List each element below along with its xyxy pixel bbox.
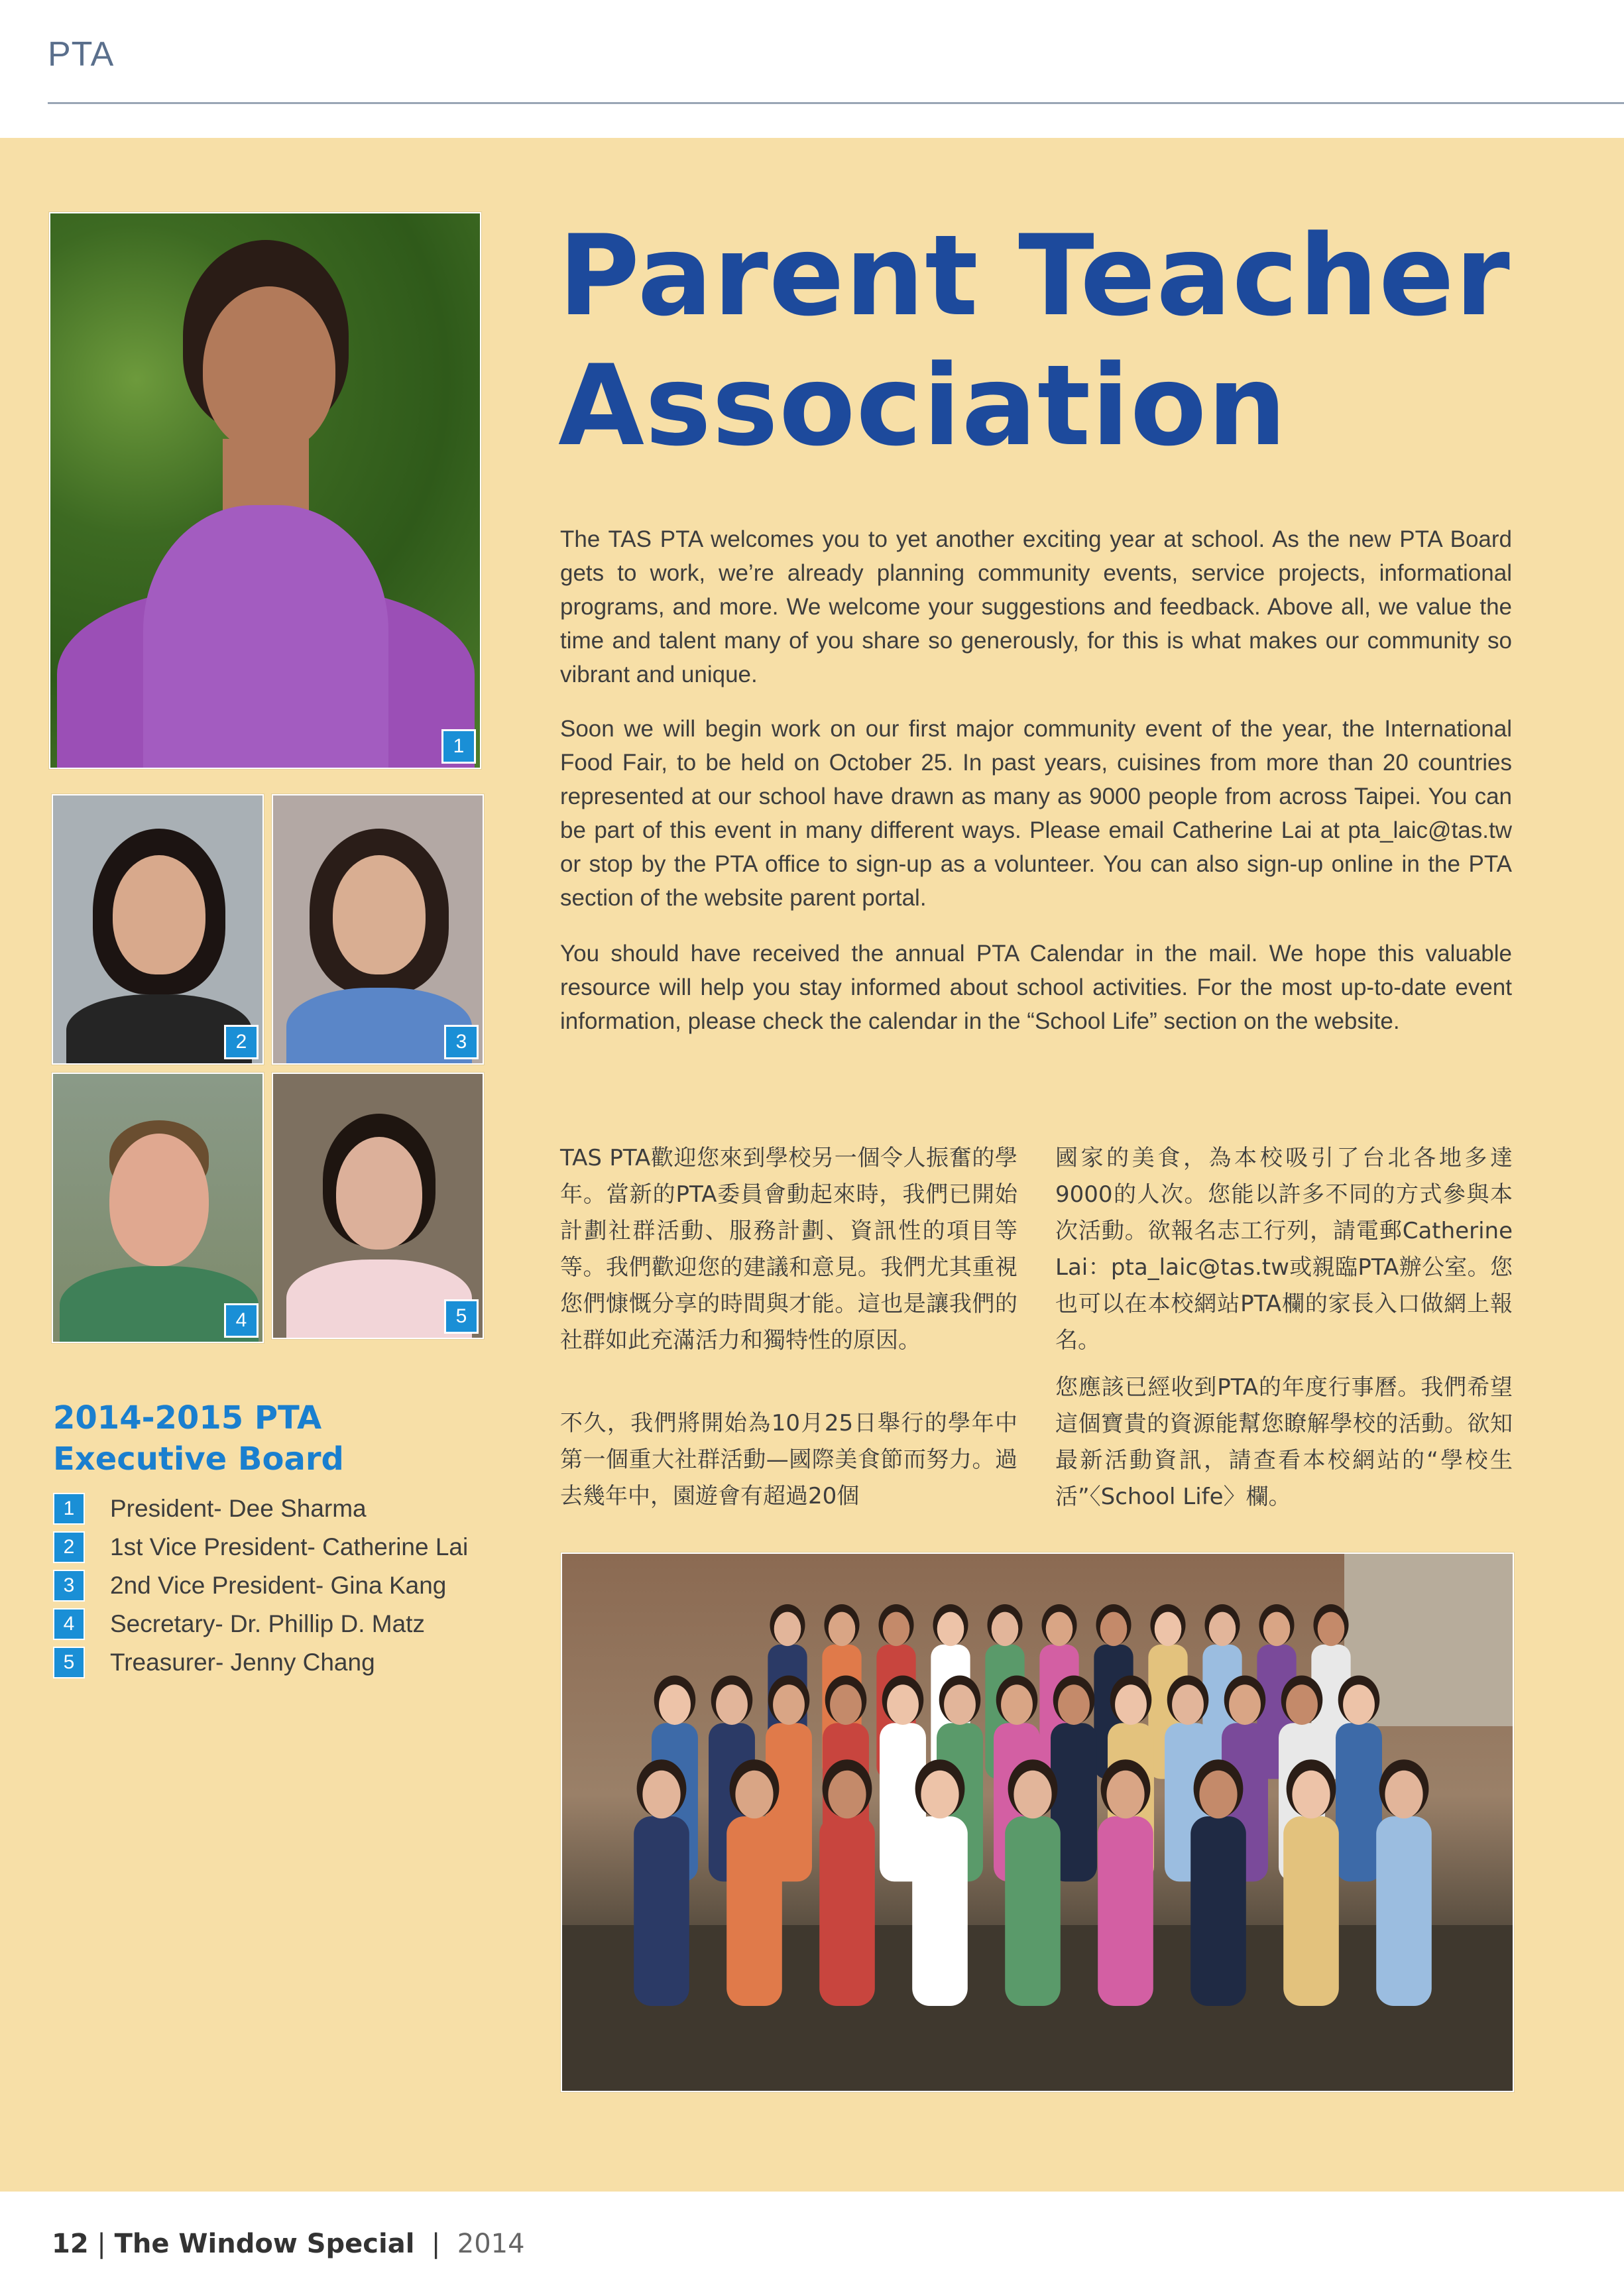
board-member [53,1566,468,1605]
photo-number-badge: 5 [444,1299,479,1334]
board-member [53,1605,468,1643]
board-number-badge: 1 [53,1493,85,1525]
group-photo-illustration [562,1554,1513,2091]
board-member-label: 1st Vice President- Catherine Lai [110,1533,469,1560]
section-label: PTA [48,35,115,74]
board-member [53,1528,468,1566]
portrait-photo-2 [52,794,264,1065]
publication-year: 2014 [457,2229,525,2259]
group-photo [561,1553,1514,2092]
portrait-photo-4 [52,1073,264,1343]
board-title: 2014-2015 PTA Executive Board [53,1399,344,1478]
chinese-paragraph-right-1: 國家的美食，為本校吸引了台北各地多達9000的人次。您能以許多不同的方式參與本次活動。欲報名志工行列，請電郵Catherine Lai：pta_laic@tas.tw或親臨PTA辦公室。您也可以在本校網站PTA欄的家長入口做網上報名。 [1055,1145,1513,1354]
board-member [53,1490,468,1528]
board-member-label: Treasurer- Jenny Chang [110,1649,375,1676]
portrait-photo-5 [272,1073,484,1339]
board-member [53,1643,468,1682]
footer-divider: | [423,2229,449,2259]
footer-divider: | [97,2229,115,2259]
photo-number-badge: 4 [224,1303,259,1338]
page-title [558,211,1552,471]
board-number-badge: 2 [53,1531,85,1563]
publication-name: The Window Special [114,2229,415,2259]
page-number: 12 [52,2229,89,2259]
portrait-photo-3 [272,794,484,1065]
board-member-label: Secretary- Dr. Phillip D. Matz [110,1610,425,1637]
chinese-paragraph-right-2: 您應該已經收到PTA的年度行事曆。我們希望這個寶貴的資源能幫您瞭解學校的活動。欲知最新活動資訊，請查看本校網站的“學校生活”〈School Life〉欄。 [1055,1374,1513,1510]
photo-number-badge: 2 [224,1025,259,1059]
board-number-badge: 3 [53,1570,85,1602]
board-number-badge: 4 [53,1608,85,1640]
photo-number-badge: 1 [441,729,476,764]
page-footer [52,2229,525,2259]
chinese-paragraph-left-1: TAS PTA歡迎您來到學校另一個令人振奮的學年。當新的PTA委員會動起來時，我們已開始計劃社群活動、服務計劃、資訊性的項目等等。我們歡迎您的建議和意見。我們尤其重視您們慷慨分享的時間與才能。這也是讓我們的社群如此充滿活力和獨特性的原因。 [560,1145,1017,1354]
intro-paragraph-2: Soon we will begin work on our first major community event of the year, the International Food Fair, to be held on October 25. In past years, cuisines from more than 20 countries represented at our school have drawn as many as 9000 people from across Taipei. You can be part of this event in many different ways. Please email Catherine Lai at pta_laic@tas.tw or stop by the PTA office to sign-up as a volunteer. You can also sign-up online in the PTA section of the website parent portal. [560,716,1512,911]
board-number-badge: 5 [53,1647,85,1678]
photo-number-badge: 3 [444,1025,479,1059]
top-rule [48,102,1624,104]
title-line-1: Parent Teacher [558,211,1511,341]
chinese-paragraph-left-2: 不久，我們將開始為10月25日舉行的學年中第一個重大社群活動—國際美食節而努力。過去幾年中，園遊會有超過20個 [560,1410,1017,1509]
board-member-label: President- Dee Sharma [110,1495,367,1522]
board-list [53,1490,468,1682]
intro-paragraph-3: You should have received the annual PTA Calendar in the mail. We hope this valuable resource will help you stay informed about school activities. For the most up-to-date event information, please check the calendar in the “School Life” section on the website. [560,941,1512,1034]
portrait-photo-1 [49,212,481,769]
board-member-label: 2nd Vice President- Gina Kang [110,1572,447,1599]
intro-paragraph-1: The TAS PTA welcomes you to yet another exciting year at school. As the new PTA Board gets to work, we’re already planning community events, service projects, informational programs, and more. We welcome your suggestions and feedback. Above all, we value the time and talent many of you share so generously, for this is what makes our community so vibrant and unique. [560,526,1512,687]
title-line-2: Association [558,341,1287,471]
